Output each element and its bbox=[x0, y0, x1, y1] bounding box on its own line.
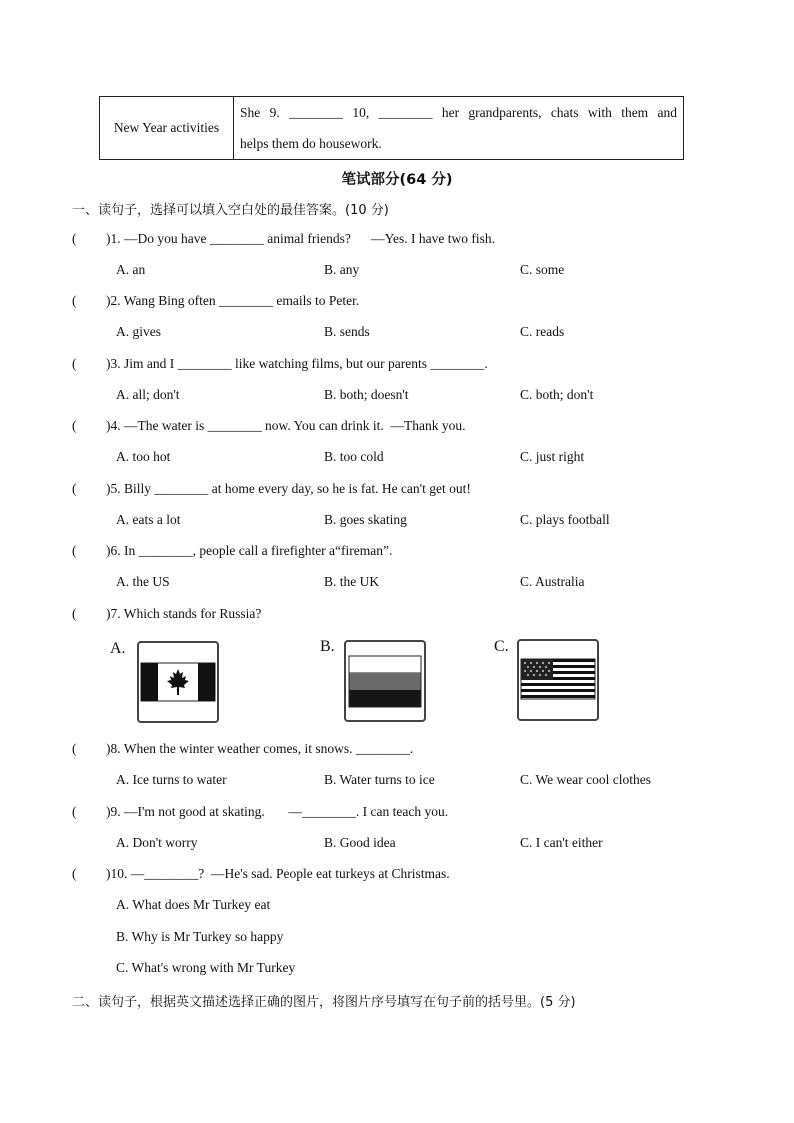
question-5 bbox=[106, 481, 471, 497]
question-8 bbox=[106, 741, 413, 757]
option-a: A. the US bbox=[116, 574, 170, 589]
flag-option-a-label: A. bbox=[110, 640, 126, 657]
option-a: A. Ice turns to water bbox=[116, 772, 227, 787]
canada-flag-icon bbox=[139, 643, 217, 721]
answer-paren: ( bbox=[72, 741, 77, 756]
question-number: )8. bbox=[106, 741, 121, 756]
question-text: In ________, people call a firefighter a“fireman”. bbox=[124, 543, 393, 558]
option-c: C. What's wrong with Mr Turkey bbox=[116, 960, 296, 975]
option-c: C. plays football bbox=[520, 512, 610, 527]
russia-flag-image bbox=[344, 640, 426, 722]
question-number: )4. bbox=[106, 418, 121, 433]
answer-paren: ( bbox=[72, 804, 77, 819]
answer-paren: ( bbox=[72, 418, 77, 433]
question-4 bbox=[106, 418, 465, 434]
question-text: Jim and I ________ like watching films, but our parents ________. bbox=[124, 356, 488, 371]
answer-paren: ( bbox=[72, 356, 77, 371]
option-b: B. Good idea bbox=[324, 835, 396, 850]
usa-flag-icon bbox=[519, 641, 597, 719]
canada-flag-image bbox=[137, 641, 219, 723]
option-c: C. reads bbox=[520, 324, 565, 339]
option-b: B. too cold bbox=[324, 449, 384, 464]
question-number: )7. bbox=[106, 606, 121, 621]
table-line-1: She 9. ________ 10, ________ her grandparents, chats with them and bbox=[240, 105, 677, 120]
option-b: B. Water turns to ice bbox=[324, 772, 435, 787]
russia-flag-icon bbox=[346, 642, 424, 720]
question-text: —Do you have ________ animal friends? —Yes. I have two fish. bbox=[124, 231, 495, 246]
option-b: B. both; doesn't bbox=[324, 387, 409, 402]
answer-paren: ( bbox=[72, 481, 77, 496]
answer-paren: ( bbox=[72, 866, 77, 881]
flag-option-c-label: C. bbox=[494, 638, 509, 655]
option-c: C. both; don't bbox=[520, 387, 594, 402]
option-a: A. all; don't bbox=[116, 387, 180, 402]
option-b: B. any bbox=[324, 262, 360, 277]
option-c: C. some bbox=[520, 262, 565, 277]
option-a: A. an bbox=[116, 262, 146, 277]
option-b: B. sends bbox=[324, 324, 370, 339]
answer-paren: ( bbox=[72, 231, 77, 246]
question-number: )1. bbox=[106, 231, 121, 246]
question-text: —The water is ________ now. You can drink it. —Thank you. bbox=[124, 418, 466, 433]
option-a: A. What does Mr Turkey eat bbox=[116, 897, 271, 912]
question-number: )10. bbox=[106, 866, 128, 881]
activities-table bbox=[99, 96, 684, 160]
question-6 bbox=[106, 543, 392, 559]
question-text: Wang Bing often ________ emails to Peter. bbox=[123, 293, 360, 308]
answer-paren: ( bbox=[72, 606, 77, 621]
question-3 bbox=[106, 356, 488, 372]
question-number: )5. bbox=[106, 481, 121, 496]
question-10 bbox=[106, 866, 450, 882]
option-c: C. Australia bbox=[520, 574, 585, 589]
part2-heading: 二、读句子，根据英文描述选择正确的图片，将图片序号填写在句子前的括号里。(5 分) bbox=[72, 995, 576, 1010]
section-title: 笔试部分(64 分) bbox=[341, 172, 453, 188]
question-9 bbox=[106, 804, 448, 820]
table-line-2: helps them do housework. bbox=[240, 136, 382, 151]
question-number: )9. bbox=[106, 804, 121, 819]
table-content bbox=[234, 97, 684, 160]
flag-option-b-label: B. bbox=[320, 638, 335, 655]
option-a: A. eats a lot bbox=[116, 512, 181, 527]
option-b: B. goes skating bbox=[324, 512, 407, 527]
question-number: )3. bbox=[106, 356, 121, 371]
option-c: C. We wear cool clothes bbox=[520, 772, 651, 787]
table-label: New Year activities bbox=[100, 97, 234, 160]
question-text: —I'm not good at skating. —________. I can teach you. bbox=[124, 804, 449, 819]
question-text: —________? —He's sad. People eat turkeys at Christmas. bbox=[130, 866, 450, 881]
question-text: Which stands for Russia? bbox=[123, 606, 262, 621]
option-a: A. Don't worry bbox=[116, 835, 198, 850]
question-1 bbox=[106, 231, 495, 247]
question-number: )2. bbox=[106, 293, 121, 308]
answer-paren: ( bbox=[72, 543, 77, 558]
option-a: A. gives bbox=[116, 324, 161, 339]
option-c: C. just right bbox=[520, 449, 585, 464]
option-b: B. Why is Mr Turkey so happy bbox=[116, 929, 284, 944]
question-2 bbox=[106, 293, 359, 309]
option-a: A. too hot bbox=[116, 449, 171, 464]
question-number: )6. bbox=[106, 543, 121, 558]
usa-flag-image bbox=[517, 639, 599, 721]
question-7 bbox=[106, 606, 261, 622]
option-b: B. the UK bbox=[324, 574, 380, 589]
answer-paren: ( bbox=[72, 293, 77, 308]
question-text: Billy ________ at home every day, so he is fat. He can't get out! bbox=[124, 481, 471, 496]
question-text: When the winter weather comes, it snows. ________. bbox=[123, 741, 414, 756]
part1-heading: 一、读句子，选择可以填入空白处的最佳答案。(10 分) bbox=[72, 203, 389, 218]
option-c: C. I can't either bbox=[520, 835, 603, 850]
